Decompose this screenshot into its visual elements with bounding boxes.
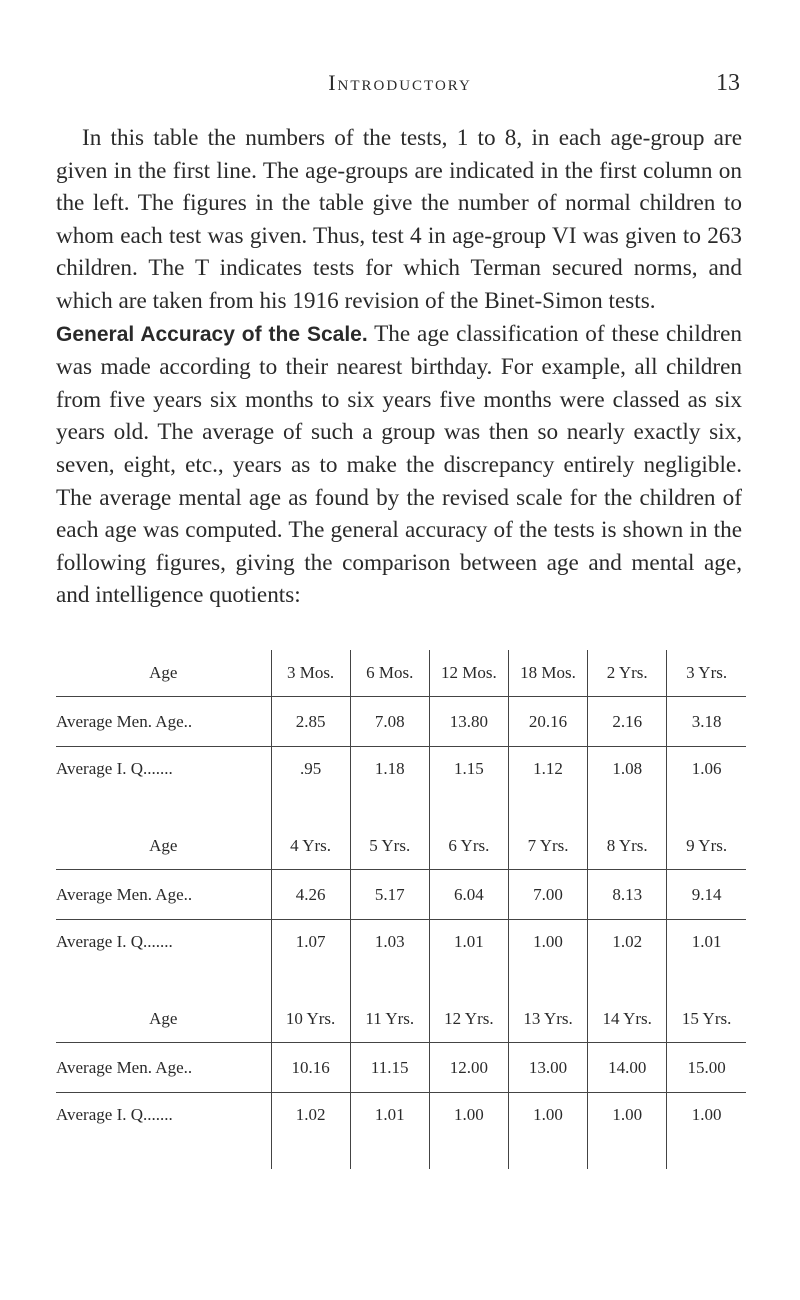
table-cell: 14 Yrs. [588,996,667,1043]
run-in-heading: General Accuracy of the Scale. [56,322,368,346]
table-cell: 1.00 [667,1093,746,1170]
table-cell: 11 Yrs. [350,996,429,1043]
table-cell: 2 Yrs. [588,650,667,697]
table-cell: 9 Yrs. [667,823,746,870]
row-label-mental-age: Average Men. Age.. [56,697,271,747]
paragraph-general-accuracy [56,318,742,612]
table-cell: 1.12 [508,747,587,824]
table-cell: 1.02 [271,1093,350,1170]
table-cell: 7.00 [508,870,587,920]
table-cell: 13.80 [429,697,508,747]
paragraph-general-accuracy-text: The age classification of these children was made according to their nearest birthday. For example, all children from five years six months to six years five months were classed as six years old. The average of such a group was then so nearly exactly six, seven, eight, etc., years as to make the discrepancy entirely negligible. The average mental age as found by the revised scale for the children of each age was computed. The general accuracy of the tests is shown in the following figures, giving the comparison between age and mental age, and intelligence quotients: [56,320,742,609]
table-cell: 15.00 [667,1043,746,1093]
table-cell: 1.01 [429,920,508,997]
row-label-age: Age [56,996,271,1043]
table-cell: 6 Mos. [350,650,429,697]
table-cell: 1.07 [271,920,350,997]
table-cell: 10 Yrs. [271,996,350,1043]
row-label-age: Age [56,823,271,870]
table-cell: 14.00 [588,1043,667,1093]
table-cell: 12.00 [429,1043,508,1093]
table-cell: 3 Yrs. [667,650,746,697]
table-cell: 7 Yrs. [508,823,587,870]
table-row [56,1043,746,1093]
paragraph-table-explanation: In this table the numbers of the tests, 1 to 8, in each age-group are given in the first line. The age-groups are indicated in the first column on the left. The figures in the table give the number of normal children to whom each test was given. Thus, test 4 in age-group VI was given to 263 children. The T indicates tests for which Terman secured norms, and which are taken from his 1916 revision of the Binet-Simon tests. [56,125,742,314]
table-row [56,697,746,747]
table-cell: 1.03 [350,920,429,997]
table-cell: 20.16 [508,697,587,747]
page-number: 13 [716,70,740,96]
table-cell: .95 [271,747,350,824]
row-label-iq: Average I. Q....... [56,759,173,778]
table-cell: 1.00 [508,920,587,997]
table-cell: 1.08 [588,747,667,824]
table-cell: 2.16 [588,697,667,747]
table-cell: 6 Yrs. [429,823,508,870]
table-cell: 1.06 [667,747,746,824]
table-cell: 6.04 [429,870,508,920]
table-row [56,823,746,870]
table-row [56,870,746,920]
table-cell: 3.18 [667,697,746,747]
table-row [56,996,746,1043]
table-cell: 5.17 [350,870,429,920]
row-label-mental-age: Average Men. Age.. [56,870,271,920]
table-cell: 1.02 [588,920,667,997]
table-cell: 13 Yrs. [508,996,587,1043]
table-cell: 18 Mos. [508,650,587,697]
row-label-iq: Average I. Q....... [56,1105,173,1124]
row-label-mental-age: Average Men. Age.. [56,1043,271,1093]
table-cell: 1.15 [429,747,508,824]
table-cell: 8 Yrs. [588,823,667,870]
age-mental-age-table [56,650,746,1169]
table-cell: 10.16 [271,1043,350,1093]
table-cell: 1.00 [588,1093,667,1170]
table-row [56,920,746,997]
table-cell: 7.08 [350,697,429,747]
body-text [56,122,742,612]
table-cell: 5 Yrs. [350,823,429,870]
table-row [56,650,746,697]
table-cell: 9.14 [667,870,746,920]
table-cell: 1.00 [508,1093,587,1170]
running-header [0,70,800,102]
table-cell: 4 Yrs. [271,823,350,870]
table-cell: 1.18 [350,747,429,824]
table-cell: 1.00 [429,1093,508,1170]
table-cell: 2.85 [271,697,350,747]
table-cell: 11.15 [350,1043,429,1093]
table-row [56,747,746,824]
table-cell: 1.01 [667,920,746,997]
table-cell: 13.00 [508,1043,587,1093]
table-row [56,1093,746,1170]
table-cell: 12 Yrs. [429,996,508,1043]
running-title: Introductory [328,70,472,95]
table-cell: 4.26 [271,870,350,920]
table-cell: 12 Mos. [429,650,508,697]
table-cell: 3 Mos. [271,650,350,697]
table-cell: 8.13 [588,870,667,920]
table-cell: 15 Yrs. [667,996,746,1043]
row-label-age: Age [56,650,271,697]
table-cell: 1.01 [350,1093,429,1170]
row-label-iq: Average I. Q....... [56,932,173,951]
